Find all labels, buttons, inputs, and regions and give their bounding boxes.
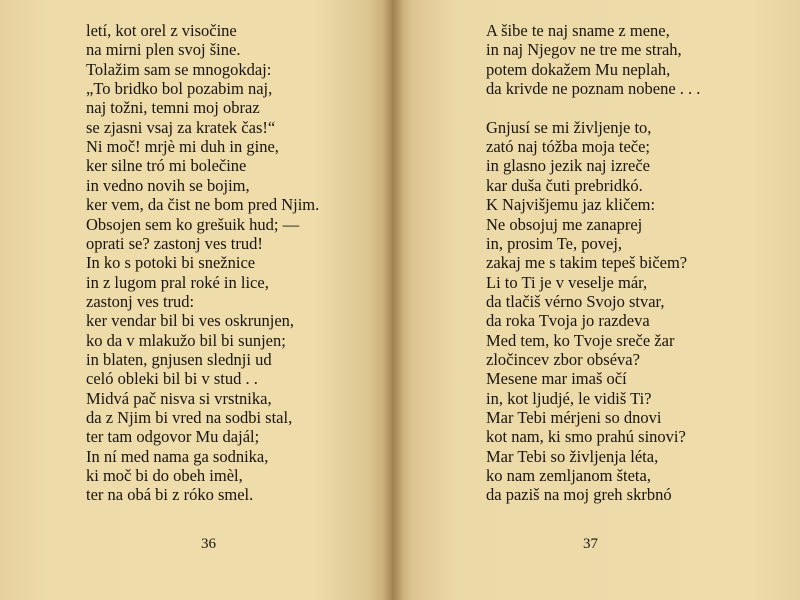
- left-poem-line: ker vendar bil bi ves oskrunjen,: [86, 311, 295, 331]
- right-poem-line: zakaj me s takim tepeš bičem?: [486, 253, 688, 273]
- left-poem-line: se zjasni vsaj za kratek čas!“: [86, 117, 276, 137]
- right-poem-line: in, prosim Te, povej,: [486, 233, 623, 253]
- right-poem-line: da roka Tvoja jo razdeva: [486, 311, 650, 331]
- left-poem-line: ki moč bi do obeh imèl,: [86, 466, 243, 486]
- left-poem-line: zastonj ves trud:: [86, 291, 195, 311]
- right-poem-line: Li to Ti je v veselje már,: [486, 272, 648, 292]
- right-poem-line: potem dokažem Mu neplah,: [486, 59, 671, 79]
- right-poem-line: Med tem, ko Tvoje sreče žar: [486, 330, 675, 350]
- left-poem-line: ker vem, da čist ne bom pred Njim.: [86, 195, 320, 215]
- right-poem-line: K Najvišjemu jaz kličem:: [486, 195, 656, 215]
- right-poem-line: kar duša čuti prebridkó.: [486, 175, 643, 195]
- left-poem-line: naj tožni, temni moj obraz: [86, 98, 260, 118]
- left-poem-line: In ní med nama ga sodnika,: [86, 446, 269, 466]
- left-poem-line: Midvá pač nisva si vrstnika,: [86, 388, 272, 408]
- right-poem-line: da tlačiš vérno Svojo stvar,: [486, 291, 665, 311]
- left-poem-line: ter na obá bi z róko smel.: [86, 485, 254, 505]
- left-poem-line: in z lugom pral roké in lice,: [86, 272, 269, 292]
- right-poem-line: in, kot ljudjé, le vidiš Ti?: [486, 388, 652, 408]
- right-poem-line: Gnjusí se mi življenje to,: [486, 117, 652, 137]
- left-poem-line: Ni moč! mrjè mi duh in gine,: [86, 137, 279, 157]
- left-poem-line: letí, kot orel z visočine: [86, 21, 237, 40]
- right-page-number: 37: [583, 536, 598, 552]
- right-poem-line: zató naj tóžba moja teče;: [486, 137, 651, 157]
- left-poem-line: Tolažim sam se mnogokdaj:: [86, 59, 272, 79]
- right-page: [392, 0, 800, 600]
- left-poem-line: ter tam odgovor Mu dajál;: [86, 427, 260, 447]
- right-poem-line: Ne obsojuj me zanaprej: [486, 214, 643, 234]
- left-page: [0, 0, 392, 600]
- left-poem-line: „To bridko bol pozabim naj,: [86, 79, 273, 99]
- left-poem-line: oprati se? zastonj ves trud!: [86, 233, 263, 253]
- right-poem-line: A šibe te naj sname z mene,: [486, 21, 670, 40]
- left-poem-line: celó obleki bil bi v stud . .: [86, 369, 258, 389]
- left-poem-line: in blaten, gnjusen slednji ud: [86, 349, 272, 369]
- left-page-number: 36: [201, 536, 216, 552]
- left-poem-line: ker silne tró mi bolečine: [86, 156, 247, 176]
- left-poem-line: ko da v mlakužo bil bi sunjen;: [86, 330, 286, 350]
- right-poem-line: in glasno jezik naj izreče: [486, 156, 651, 176]
- right-poem-line: Mesene mar imaš očí: [486, 369, 627, 389]
- left-poem-line: in vedno novih se bojim,: [86, 175, 250, 195]
- left-poem-line: In ko s potoki bi snežnice: [86, 253, 256, 273]
- left-poem-line: na mirni plen svoj šine.: [86, 40, 241, 60]
- right-poem-line: Mar Tebi mérjeni so dnovi: [486, 408, 662, 427]
- right-poem-line: in naj Njegov ne tre me strah,: [486, 40, 682, 60]
- left-poem-line: da z Njim bi vred na sodbi stal,: [86, 408, 293, 427]
- right-poem-line: da krivde ne poznam nobene . . .: [486, 79, 701, 99]
- right-poem-line: kot nam, ki smo prahú sinovi?: [486, 427, 686, 447]
- right-poem-line: da paziš na moj greh skrbnó: [486, 485, 672, 505]
- right-poem-line: ko nam zemljanom šteta,: [486, 466, 651, 486]
- right-poem-line: Mar Tebi so življenja léta,: [486, 446, 659, 466]
- right-poem-line: zločincev zbor obséva?: [486, 349, 640, 369]
- left-poem-line: Obsojen sem ko grešuik hud; —: [86, 214, 300, 234]
